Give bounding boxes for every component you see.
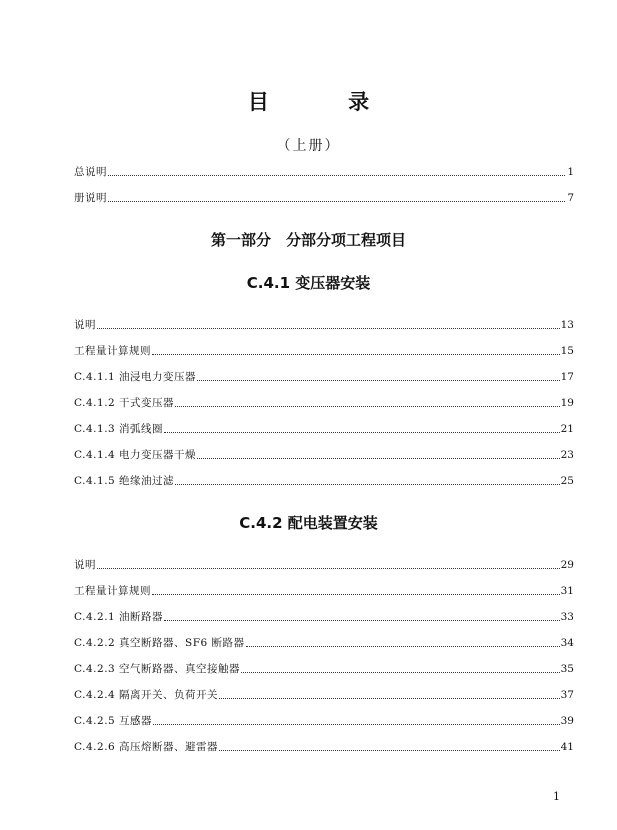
toc-entry[interactable] xyxy=(74,555,574,571)
toc-entry-label: 总说明 xyxy=(74,166,107,178)
toc-entry-label: C.4.1.1 油浸电力变压器 xyxy=(74,371,197,383)
toc-entry-general-notes[interactable] xyxy=(74,162,574,178)
toc-entry-label: C.4.1.2 干式变压器 xyxy=(74,397,175,409)
dot-leader xyxy=(197,458,560,459)
toc-entry[interactable] xyxy=(74,445,574,461)
toc-entry[interactable] xyxy=(74,315,574,331)
dot-leader xyxy=(197,380,560,381)
toc-entry-page: 7 xyxy=(567,192,574,204)
toc-entry[interactable] xyxy=(74,685,574,701)
toc-entry-label: C.4.1.3 消弧线圈 xyxy=(74,423,164,435)
part-heading: 第一部分 分部分项工程项目 xyxy=(210,231,406,249)
toc-entry-page: 13 xyxy=(560,319,574,331)
section-heading-c41: C.4.1 变压器安装 xyxy=(246,274,371,292)
toc-entry[interactable] xyxy=(74,367,574,383)
page-title: 目 录 xyxy=(247,90,406,114)
dot-leader xyxy=(219,698,560,699)
dot-leader xyxy=(97,568,560,569)
dot-leader xyxy=(108,175,565,176)
toc-entry-label: C.4.2.4 隔离开关、负荷开关 xyxy=(74,689,219,701)
toc-entry-page: 1 xyxy=(567,166,574,178)
toc-entry-label: 工程量计算规则 xyxy=(74,585,151,597)
dot-leader xyxy=(153,724,560,725)
dot-leader xyxy=(241,672,560,673)
toc-entry-label: 册说明 xyxy=(74,192,107,204)
dot-leader xyxy=(219,750,560,751)
toc-entry-page: 19 xyxy=(560,397,574,409)
toc-entry-label: C.4.2.1 油断路器 xyxy=(74,611,164,623)
toc-entry-label: 工程量计算规则 xyxy=(74,345,151,357)
toc-entry-page: 33 xyxy=(560,611,574,623)
dot-leader xyxy=(175,484,560,485)
toc-entry[interactable] xyxy=(74,737,574,753)
toc-entry-page: 21 xyxy=(560,423,574,435)
dot-leader xyxy=(108,201,565,202)
toc-entry-label: C.4.1.4 电力变压器干燥 xyxy=(74,449,197,461)
toc-entry[interactable] xyxy=(74,581,574,597)
toc-entry-page: 31 xyxy=(560,585,574,597)
toc-entry[interactable] xyxy=(74,419,574,435)
toc-entry-label: C.4.2.3 空气断路器、真空接触器 xyxy=(74,663,241,675)
toc-entry-page: 41 xyxy=(560,741,574,753)
toc-entry-label: 说明 xyxy=(74,559,96,571)
dot-leader xyxy=(175,406,560,407)
toc-entry-page: 15 xyxy=(560,345,574,357)
dot-leader xyxy=(164,432,560,433)
toc-entry-label: C.4.2.5 互感器 xyxy=(74,715,153,727)
toc-entry-page: 34 xyxy=(560,637,574,649)
toc-entry-label: C.4.2.2 真空断路器、SF6 断路器 xyxy=(74,637,245,649)
page-number: 1 xyxy=(553,790,560,803)
toc-entry-label: 说明 xyxy=(74,319,96,331)
toc-entry[interactable] xyxy=(74,711,574,727)
volume-label: （上册） xyxy=(276,138,341,154)
toc-entry-label: C.4.2.6 高压熔断器、避雷器 xyxy=(74,741,219,753)
dot-leader xyxy=(97,328,560,329)
toc-entry-page: 35 xyxy=(560,663,574,675)
toc-entry[interactable] xyxy=(74,393,574,409)
section-heading-c42: C.4.2 配电装置安装 xyxy=(239,514,378,532)
toc-entry-page: 29 xyxy=(560,559,574,571)
toc-entry-volume-notes[interactable] xyxy=(74,188,574,204)
toc-entry[interactable] xyxy=(74,607,574,623)
toc-entry[interactable] xyxy=(74,633,574,649)
dot-leader xyxy=(152,354,560,355)
dot-leader xyxy=(164,620,560,621)
dot-leader xyxy=(152,594,560,595)
toc-entry-page: 37 xyxy=(560,689,574,701)
toc-entry-page: 39 xyxy=(560,715,574,727)
toc-entry-page: 17 xyxy=(560,371,574,383)
toc-entry[interactable] xyxy=(74,471,574,487)
toc-entry[interactable] xyxy=(74,341,574,357)
toc-entry-page: 23 xyxy=(560,449,574,461)
toc-entry-page: 25 xyxy=(560,475,574,487)
dot-leader xyxy=(246,646,560,647)
toc-entry[interactable] xyxy=(74,659,574,675)
toc-entry-label: C.4.1.5 绝缘油过滤 xyxy=(74,475,175,487)
